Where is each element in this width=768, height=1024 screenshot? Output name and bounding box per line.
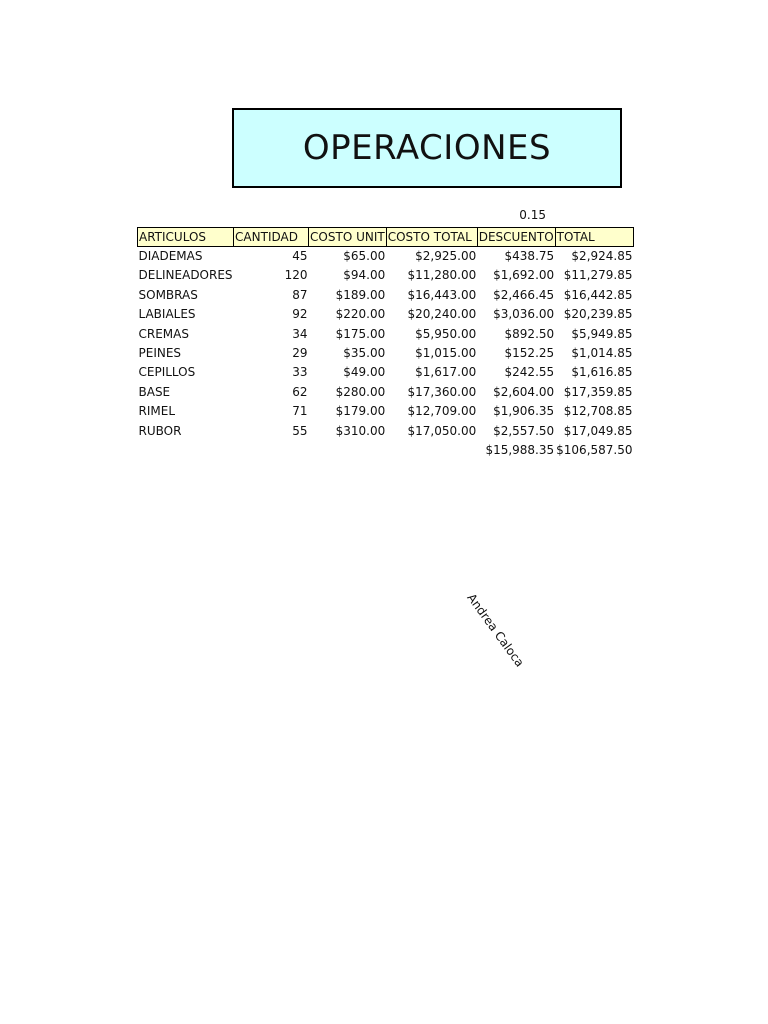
totals-row bbox=[138, 441, 634, 460]
cell-total: $11,279.85 bbox=[563, 268, 633, 283]
cell-cantidad: 55 bbox=[292, 423, 308, 438]
cell-descuento: $242.55 bbox=[504, 365, 555, 380]
operations-table bbox=[137, 227, 634, 460]
cell-articulo: PEINES bbox=[138, 346, 182, 361]
cell-articulo: RIMEL bbox=[138, 404, 175, 419]
cell-costo-unit: $175.00 bbox=[335, 326, 386, 341]
table-row bbox=[138, 247, 634, 267]
cell-cantidad: 62 bbox=[292, 384, 308, 399]
cell-descuento: $2,604.00 bbox=[493, 384, 555, 399]
cell-descuento: $152.25 bbox=[504, 346, 555, 361]
header-total: TOTAL bbox=[555, 228, 633, 247]
cell-costo-unit: $310.00 bbox=[335, 423, 386, 438]
table-row bbox=[138, 363, 634, 382]
table-body bbox=[138, 247, 634, 442]
cell-cantidad: 45 bbox=[292, 249, 308, 263]
cell-costo-unit: $189.00 bbox=[335, 287, 386, 302]
cell-cantidad: 87 bbox=[292, 287, 308, 302]
cell-articulo: DIADEMAS bbox=[138, 249, 203, 263]
totals-spacer bbox=[138, 441, 234, 460]
cell-articulo: DELINEADORES bbox=[138, 268, 233, 283]
header-cantidad: CANTIDAD bbox=[234, 228, 309, 247]
cell-cantidad: 34 bbox=[292, 326, 308, 341]
table-row bbox=[138, 402, 634, 421]
cell-descuento: $892.50 bbox=[504, 326, 555, 341]
total-descuento: $15,988.35 bbox=[485, 443, 555, 458]
cell-cantidad: 71 bbox=[292, 404, 308, 419]
totals-spacer bbox=[234, 441, 309, 460]
cell-total: $1,014.85 bbox=[571, 346, 633, 361]
cell-costo-total: $1,617.00 bbox=[415, 365, 477, 380]
cell-costo-unit: $280.00 bbox=[335, 384, 386, 399]
cell-costo-unit: $94.00 bbox=[343, 268, 386, 283]
cell-cantidad: 92 bbox=[292, 307, 308, 322]
grand-total: $106,587.50 bbox=[556, 443, 633, 458]
cell-articulo: LABIALES bbox=[138, 307, 196, 322]
header-costo-total: COSTO TOTAL bbox=[386, 228, 477, 247]
cell-descuento: $2,466.45 bbox=[493, 287, 555, 302]
cell-total: $12,708.85 bbox=[563, 404, 633, 419]
cell-costo-total: $17,360.00 bbox=[407, 384, 477, 399]
cell-costo-unit: $220.00 bbox=[335, 307, 386, 322]
table-row bbox=[138, 344, 634, 363]
cell-total: $17,049.85 bbox=[563, 423, 633, 438]
cell-costo-total: $20,240.00 bbox=[407, 307, 477, 322]
cell-costo-total: $11,280.00 bbox=[407, 268, 477, 283]
cell-descuento: $2,557.50 bbox=[493, 423, 555, 438]
cell-total: $17,359.85 bbox=[563, 384, 633, 399]
cell-total: $1,616.85 bbox=[571, 365, 633, 380]
cell-articulo: BASE bbox=[138, 384, 171, 399]
cell-cantidad: 33 bbox=[292, 365, 308, 380]
cell-descuento: $438.75 bbox=[504, 249, 555, 263]
discount-rate: 0.15 bbox=[519, 208, 546, 222]
header-descuento: DESCUENTO bbox=[477, 228, 555, 247]
table-row bbox=[138, 325, 634, 344]
cell-descuento: $1,692.00 bbox=[493, 268, 555, 283]
cell-descuento: $1,906.35 bbox=[493, 404, 555, 419]
cell-costo-total: $12,709.00 bbox=[407, 404, 477, 419]
table-row bbox=[138, 266, 634, 285]
cell-cantidad: 120 bbox=[284, 268, 308, 283]
table-header-row bbox=[138, 228, 634, 247]
header-costo-unit: COSTO UNIT bbox=[309, 228, 387, 247]
cell-descuento: $3,036.00 bbox=[493, 307, 555, 322]
totals-spacer bbox=[309, 441, 387, 460]
cell-cantidad: 29 bbox=[292, 346, 308, 361]
cell-articulo: CEPILLOS bbox=[138, 365, 196, 380]
table-row bbox=[138, 286, 634, 305]
cell-costo-unit: $49.00 bbox=[343, 365, 386, 380]
cell-total: $20,239.85 bbox=[563, 307, 633, 322]
cell-total: $5,949.85 bbox=[571, 326, 633, 341]
table-row bbox=[138, 305, 634, 324]
cell-articulo: SOMBRAS bbox=[138, 287, 198, 302]
cell-costo-unit: $35.00 bbox=[343, 346, 386, 361]
cell-total: $2,924.85 bbox=[571, 249, 633, 263]
totals-spacer bbox=[386, 441, 477, 460]
signature-text: Andrea Caloca bbox=[464, 590, 527, 670]
cell-costo-total: $2,925.00 bbox=[415, 249, 477, 263]
cell-costo-total: $16,443.00 bbox=[407, 287, 477, 302]
cell-total: $16,442.85 bbox=[563, 287, 633, 302]
cell-costo-unit: $179.00 bbox=[335, 404, 386, 419]
cell-articulo: RUBOR bbox=[138, 423, 182, 438]
table-row bbox=[138, 422, 634, 441]
table-row bbox=[138, 383, 634, 402]
cell-costo-total: $5,950.00 bbox=[415, 326, 477, 341]
cell-articulo: CREMAS bbox=[138, 326, 189, 341]
cell-costo-unit: $65.00 bbox=[343, 249, 386, 263]
cell-costo-total: $1,015.00 bbox=[415, 346, 477, 361]
header-articulos: ARTICULOS bbox=[138, 228, 234, 247]
cell-costo-total: $17,050.00 bbox=[407, 423, 477, 438]
page-title: OPERACIONES bbox=[232, 108, 622, 188]
